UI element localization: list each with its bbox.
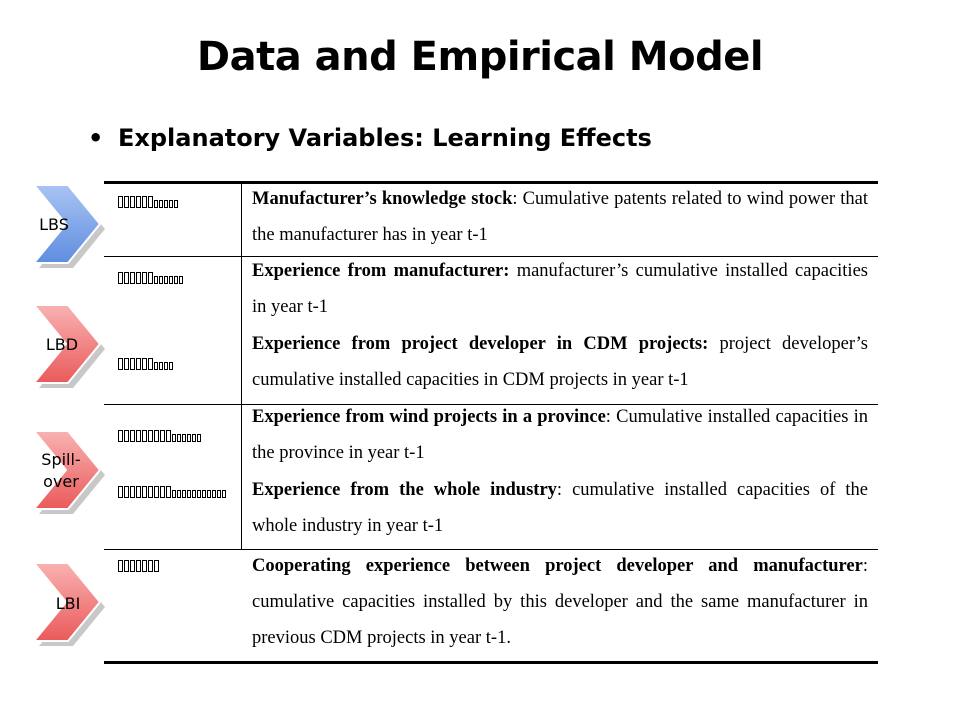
slide-title: Data and Empirical Model (196, 34, 764, 80)
variable-symbol (118, 270, 183, 284)
lbi-label: LBI (55, 594, 81, 613)
variable-symbol (118, 558, 159, 572)
table-bottom-border (104, 661, 878, 664)
row-description: Cooperating experience between project developer and manufacturer: cumulative capacities installed by this developer and the same manufacturer in previous CDM projects in year t-1. (252, 556, 868, 648)
bullet-text: Explanatory Variables: Learning Effects (118, 124, 652, 152)
lbd-label: LBD (45, 335, 79, 354)
table-column-divider (241, 182, 242, 550)
row-description: Manufacturer’s knowledge stock: Cumulative patents related to wind power that the manufacturer has in year t-1 (252, 189, 868, 245)
row-description: Experience from manufacturer: manufacturer’s cumulative installed capacities in year t-1 (252, 261, 868, 317)
spillover-label (33, 449, 89, 493)
bullet-marker: • (88, 124, 104, 152)
row-description: Experience from project developer in CDM projects: project developer’s cumulative installed capacities in CDM projects in year t-1 (252, 334, 869, 390)
variable-symbol (118, 194, 178, 208)
lbs-label: LBS (39, 215, 69, 234)
variable-symbol (118, 484, 226, 498)
row-description: Experience from the whole industry: cumulative installed capacities of the whole industry in year t-1 (252, 480, 868, 536)
spillover-label-line2: over (43, 472, 79, 491)
row-description: Experience from wind projects in a province: Cumulative installed capacities in the province in year t-1 (252, 407, 868, 463)
spillover-label-line1: Spill- (41, 450, 81, 469)
variable-symbol (118, 356, 173, 370)
variable-symbol (118, 428, 201, 442)
